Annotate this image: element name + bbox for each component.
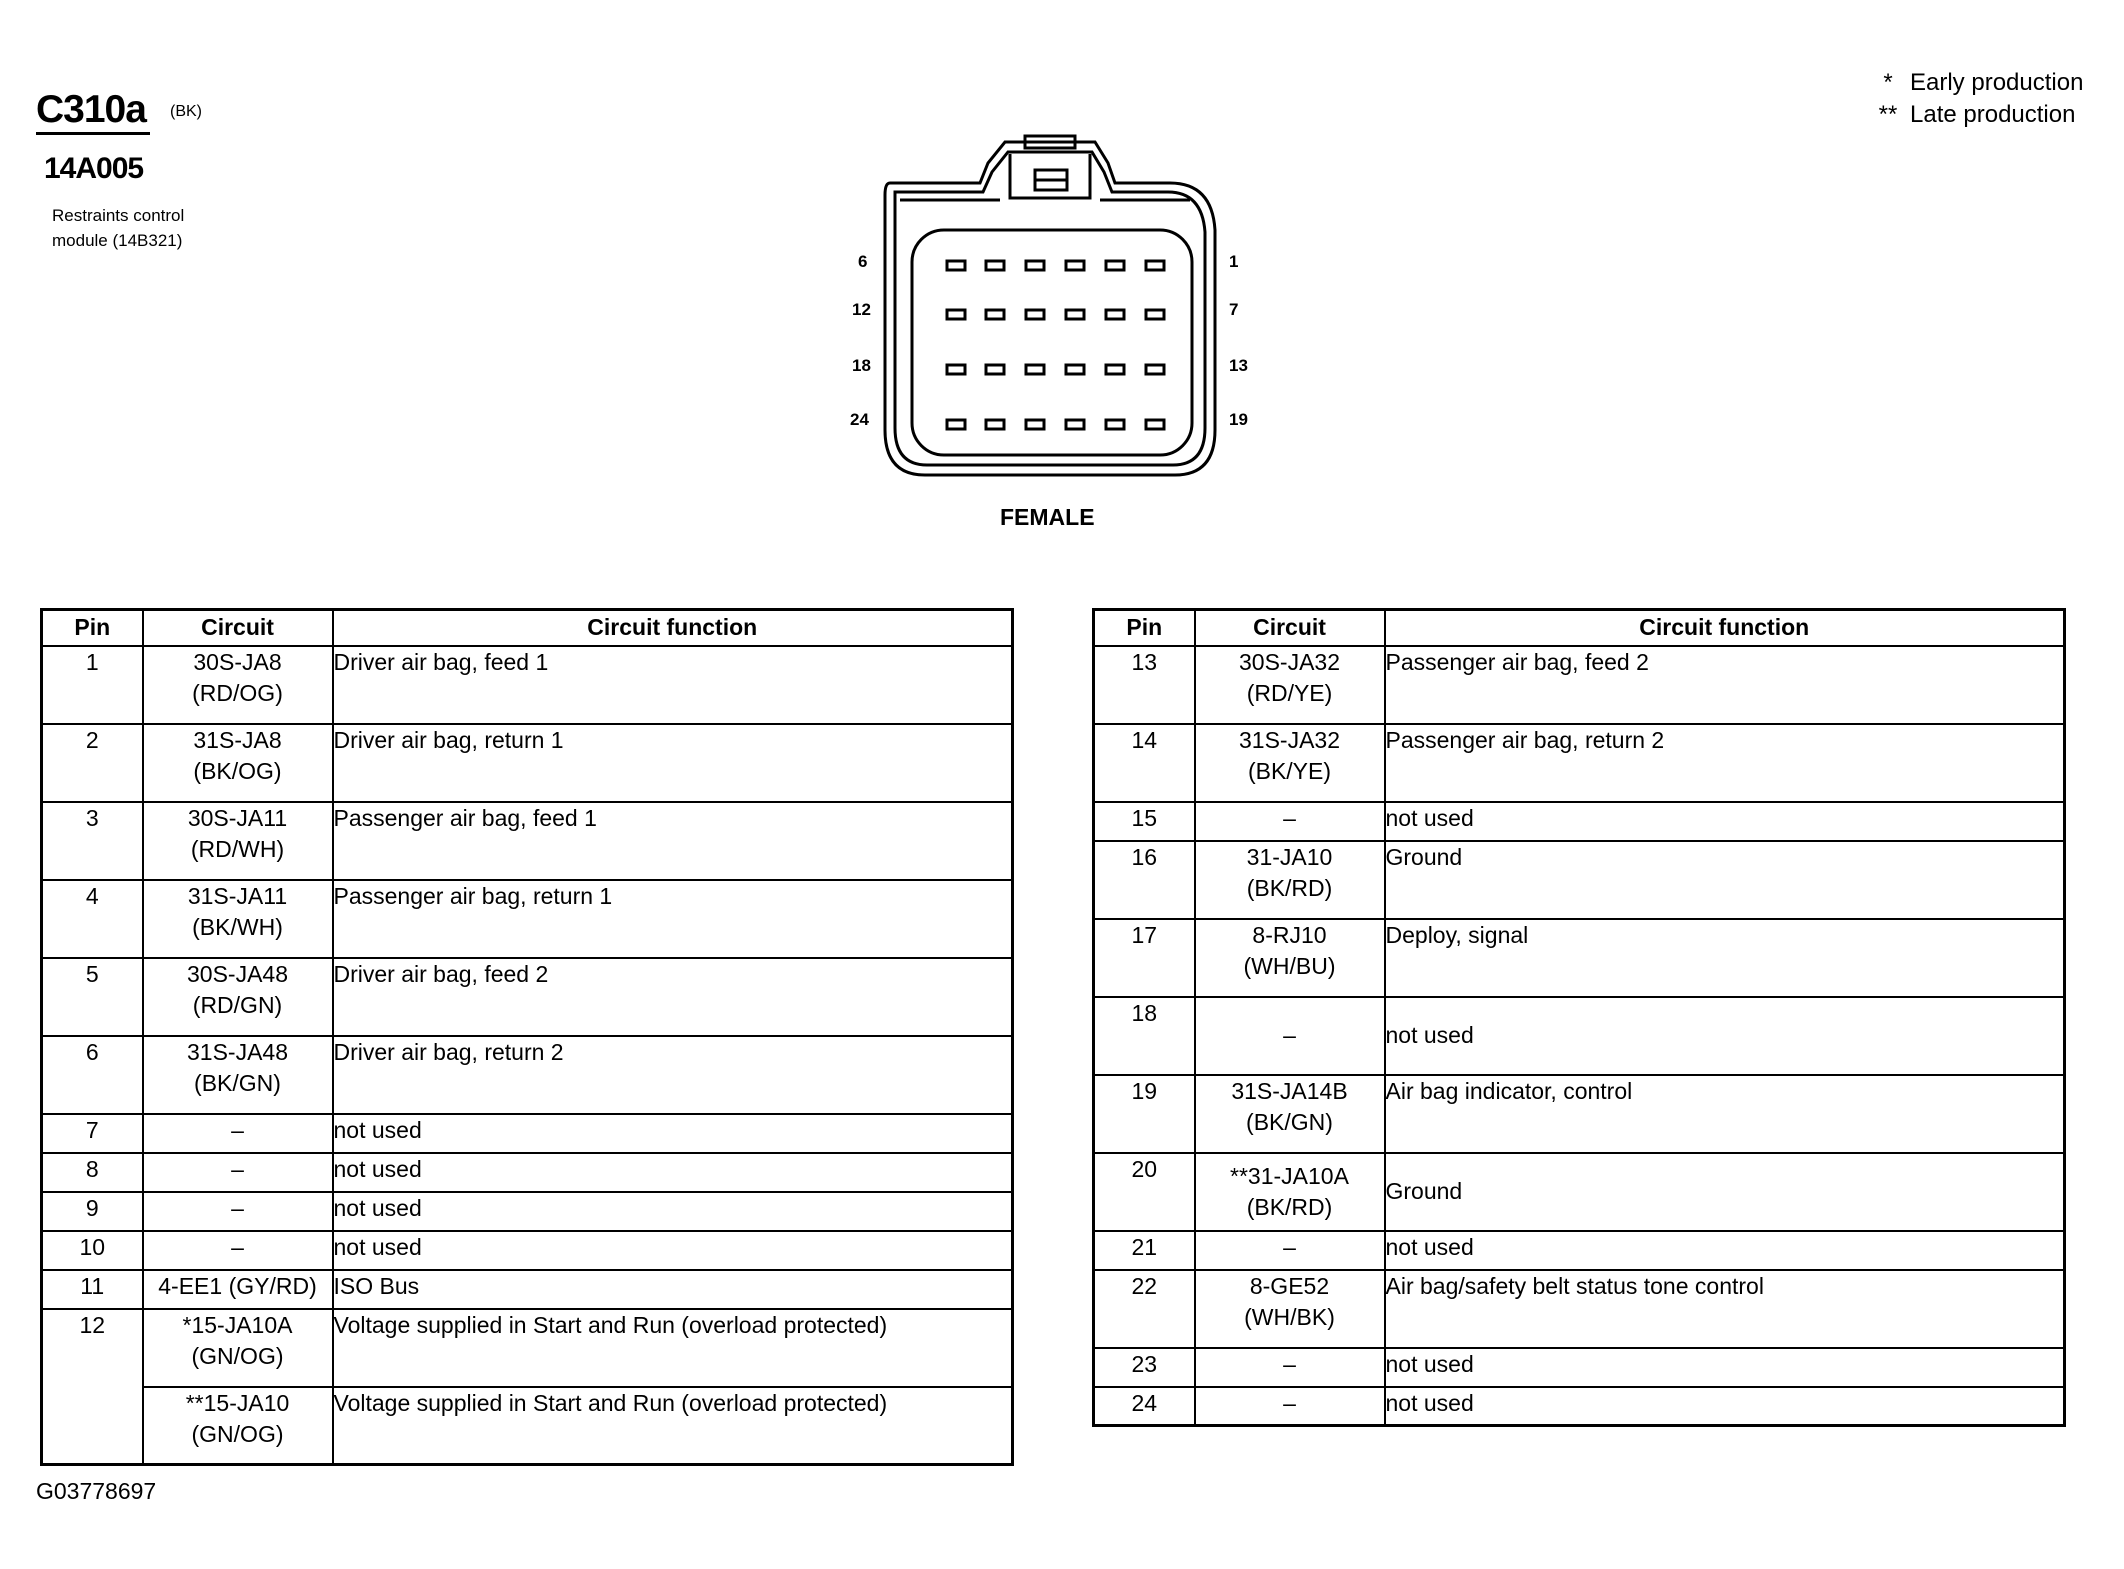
cell-circuit-function: Passenger air bag, feed 2 — [1385, 646, 2065, 724]
legend-symbol: ** — [1878, 101, 1898, 128]
table-row — [1094, 1231, 2065, 1270]
cell-pin: 9 — [42, 1192, 143, 1231]
terminal-cavity — [1066, 420, 1084, 429]
cell-circuit: 31S-JA14B (BK/GN) — [1195, 1075, 1385, 1153]
legend-late-production — [1866, 101, 2075, 129]
header-circuit-function: Circuit function — [1385, 610, 2065, 646]
terminal-cavity — [947, 310, 965, 319]
cell-circuit-function: Driver air bag, feed 2 — [333, 958, 1013, 1036]
row-label-left: 18 — [852, 356, 871, 375]
terminal-cavity — [1146, 261, 1164, 270]
cell-pin: 20 — [1094, 1153, 1195, 1231]
cell-circuit-function: Driver air bag, feed 1 — [333, 646, 1013, 724]
header-circuit: Circuit — [1195, 610, 1385, 646]
cell-pin: 19 — [1094, 1075, 1195, 1153]
cell-circuit: 8-RJ10 (WH/BU) — [1195, 919, 1385, 997]
cell-pin: 6 — [42, 1036, 143, 1114]
cell-circuit: 8-GE52 (WH/BK) — [1195, 1270, 1385, 1348]
table-row — [1094, 1348, 2065, 1387]
cell-pin: 15 — [1094, 802, 1195, 841]
table-row — [42, 646, 1013, 724]
cell-circuit: – — [143, 1231, 333, 1270]
terminal-cavity — [947, 420, 965, 429]
terminal-cavity — [1146, 420, 1164, 429]
terminal-cavity — [1106, 261, 1124, 270]
cell-circuit-function: Voltage supplied in Start and Run (overload protected) — [333, 1309, 1013, 1387]
cell-pin: 10 — [42, 1231, 143, 1270]
connector-code-underline — [36, 132, 150, 135]
table-row — [42, 1387, 1013, 1465]
cell-circuit-function: not used — [333, 1153, 1013, 1192]
table-row — [42, 1270, 1013, 1309]
table-row — [42, 1114, 1013, 1153]
cell-circuit-function: Driver air bag, return 2 — [333, 1036, 1013, 1114]
cell-pin: 17 — [1094, 919, 1195, 997]
header-circuit-function: Circuit function — [333, 610, 1013, 646]
table-row — [1094, 1387, 2065, 1426]
cell-circuit: – — [1195, 1348, 1385, 1387]
cell-circuit: – — [1195, 997, 1385, 1075]
cell-pin: 21 — [1094, 1231, 1195, 1270]
cell-circuit: 31S-JA11 (BK/WH) — [143, 880, 333, 958]
table-row — [42, 1036, 1013, 1114]
cell-pin: 12 — [42, 1309, 143, 1465]
row-label-right: 13 — [1229, 356, 1248, 375]
cell-circuit: – — [1195, 1387, 1385, 1426]
table-row — [1094, 1270, 2065, 1348]
cell-circuit: 4-EE1 (GY/RD) — [143, 1270, 333, 1309]
cell-circuit-function: not used — [333, 1192, 1013, 1231]
terminal-grid — [947, 261, 1164, 429]
cell-pin: 16 — [1094, 841, 1195, 919]
connector-color: (BK) — [170, 103, 202, 120]
terminal-cavity — [1026, 310, 1044, 319]
table-row — [1094, 1075, 2065, 1153]
cell-circuit: *15-JA10A (GN/OG) — [143, 1309, 333, 1387]
terminal-cavity — [986, 310, 1004, 319]
terminal-cavity — [1066, 310, 1084, 319]
header-pin: Pin — [1094, 610, 1195, 646]
table-row — [42, 802, 1013, 880]
terminal-cavity — [986, 420, 1004, 429]
row-label-right: 19 — [1229, 410, 1248, 429]
cell-pin: 7 — [42, 1114, 143, 1153]
cell-circuit: 30S-JA11 (RD/WH) — [143, 802, 333, 880]
table-row — [1094, 841, 2065, 919]
cell-pin: 24 — [1094, 1387, 1195, 1426]
terminal-cavity — [1026, 261, 1044, 270]
cell-circuit-function: Passenger air bag, feed 1 — [333, 802, 1013, 880]
table-row — [1094, 919, 2065, 997]
row-label-left: 6 — [858, 252, 868, 271]
part-number: 14A005 — [44, 152, 144, 185]
cell-circuit: 30S-JA32 (RD/YE) — [1195, 646, 1385, 724]
terminal-cavity — [947, 365, 965, 374]
table-row — [42, 1192, 1013, 1231]
cell-circuit-function: not used — [333, 1231, 1013, 1270]
cell-circuit-function: Passenger air bag, return 2 — [1385, 724, 2065, 802]
table-row — [42, 1309, 1013, 1387]
cell-circuit-function: Ground — [1385, 841, 2065, 919]
cell-circuit: – — [143, 1114, 333, 1153]
row-label-left: 24 — [850, 410, 869, 429]
cell-circuit-function: not used — [1385, 1387, 2065, 1426]
terminal-cavity — [947, 261, 965, 270]
legend-text: Late production — [1910, 101, 2076, 128]
cell-circuit: – — [143, 1153, 333, 1192]
table-row — [1094, 646, 2065, 724]
cell-circuit-function: not used — [1385, 997, 2065, 1075]
table-row — [1094, 802, 2065, 841]
cell-pin: 5 — [42, 958, 143, 1036]
table-header-row — [1094, 610, 2065, 646]
cell-pin: 1 — [42, 646, 143, 724]
terminal-cavity — [1026, 420, 1044, 429]
cell-circuit: – — [1195, 1231, 1385, 1270]
terminal-cavity — [986, 365, 1004, 374]
connector-gender-label: FEMALE — [1000, 504, 1095, 530]
cell-circuit: 30S-JA8 (RD/OG) — [143, 646, 333, 724]
pin-table-left — [40, 608, 1014, 1466]
terminal-cavity — [1146, 310, 1164, 319]
image-id: G03778697 — [36, 1478, 157, 1504]
cell-pin: 13 — [1094, 646, 1195, 724]
cell-pin: 8 — [42, 1153, 143, 1192]
legend-early-production — [1866, 69, 2083, 97]
cell-circuit-function: not used — [1385, 1348, 2065, 1387]
table-row — [1094, 724, 2065, 802]
cell-pin: 4 — [42, 880, 143, 958]
terminal-cavity — [1146, 365, 1164, 374]
cell-circuit: 31S-JA48 (BK/GN) — [143, 1036, 333, 1114]
cell-pin: 23 — [1094, 1348, 1195, 1387]
cell-circuit: – — [1195, 802, 1385, 841]
cell-pin: 11 — [42, 1270, 143, 1309]
cell-circuit: – — [143, 1192, 333, 1231]
table-header-row — [42, 610, 1013, 646]
row-label-right: 1 — [1229, 252, 1239, 271]
terminal-cavity — [1066, 365, 1084, 374]
row-label-left: 12 — [852, 300, 871, 319]
cell-circuit-function: Passenger air bag, return 1 — [333, 880, 1013, 958]
cell-circuit-function: Driver air bag, return 1 — [333, 724, 1013, 802]
cell-circuit: 30S-JA48 (RD/GN) — [143, 958, 333, 1036]
legend-text: Early production — [1910, 69, 2084, 96]
cell-circuit-function: ISO Bus — [333, 1270, 1013, 1309]
cell-circuit: 31-JA10 (BK/RD) — [1195, 841, 1385, 919]
table-row — [42, 880, 1013, 958]
cell-circuit: **15-JA10 (GN/OG) — [143, 1387, 333, 1465]
table-row — [42, 724, 1013, 802]
pin-table-right — [1092, 608, 2066, 1427]
table-row — [42, 1231, 1013, 1270]
cell-circuit-function: not used — [1385, 802, 2065, 841]
cell-circuit-function: not used — [333, 1114, 1013, 1153]
cell-circuit: 31S-JA32 (BK/YE) — [1195, 724, 1385, 802]
cell-circuit-function: Ground — [1385, 1153, 2065, 1231]
table-row — [42, 1153, 1013, 1192]
connector-code: C310a — [36, 88, 146, 131]
cell-circuit-function: Deploy, signal — [1385, 919, 2065, 997]
cell-pin: 14 — [1094, 724, 1195, 802]
table-row — [1094, 997, 2065, 1075]
terminal-cavity — [1026, 365, 1044, 374]
cell-circuit-function: Voltage supplied in Start and Run (overload protected) — [333, 1387, 1013, 1465]
table-row — [42, 958, 1013, 1036]
terminal-cavity — [1066, 261, 1084, 270]
connector-face-diagram — [840, 130, 1260, 490]
header-circuit: Circuit — [143, 610, 333, 646]
cell-circuit-function: Air bag/safety belt status tone control — [1385, 1270, 2065, 1348]
terminal-cavity — [986, 261, 1004, 270]
header-pin: Pin — [42, 610, 143, 646]
module-description: Restraints control module (14B321) — [52, 206, 185, 250]
legend-symbol: * — [1883, 69, 1893, 96]
terminal-cavity — [1106, 365, 1124, 374]
cell-circuit-function: not used — [1385, 1231, 2065, 1270]
terminal-cavity — [1106, 310, 1124, 319]
cell-pin: 18 — [1094, 997, 1195, 1075]
cell-circuit: 31S-JA8 (BK/OG) — [143, 724, 333, 802]
row-label-right: 7 — [1229, 300, 1239, 319]
cell-pin: 3 — [42, 802, 143, 880]
table-row — [1094, 1153, 2065, 1231]
cell-circuit: **31-JA10A (BK/RD) — [1195, 1153, 1385, 1231]
cell-pin: 22 — [1094, 1270, 1195, 1348]
cell-pin: 2 — [42, 724, 143, 802]
terminal-cavity — [1106, 420, 1124, 429]
cell-circuit-function: Air bag indicator, control — [1385, 1075, 2065, 1153]
